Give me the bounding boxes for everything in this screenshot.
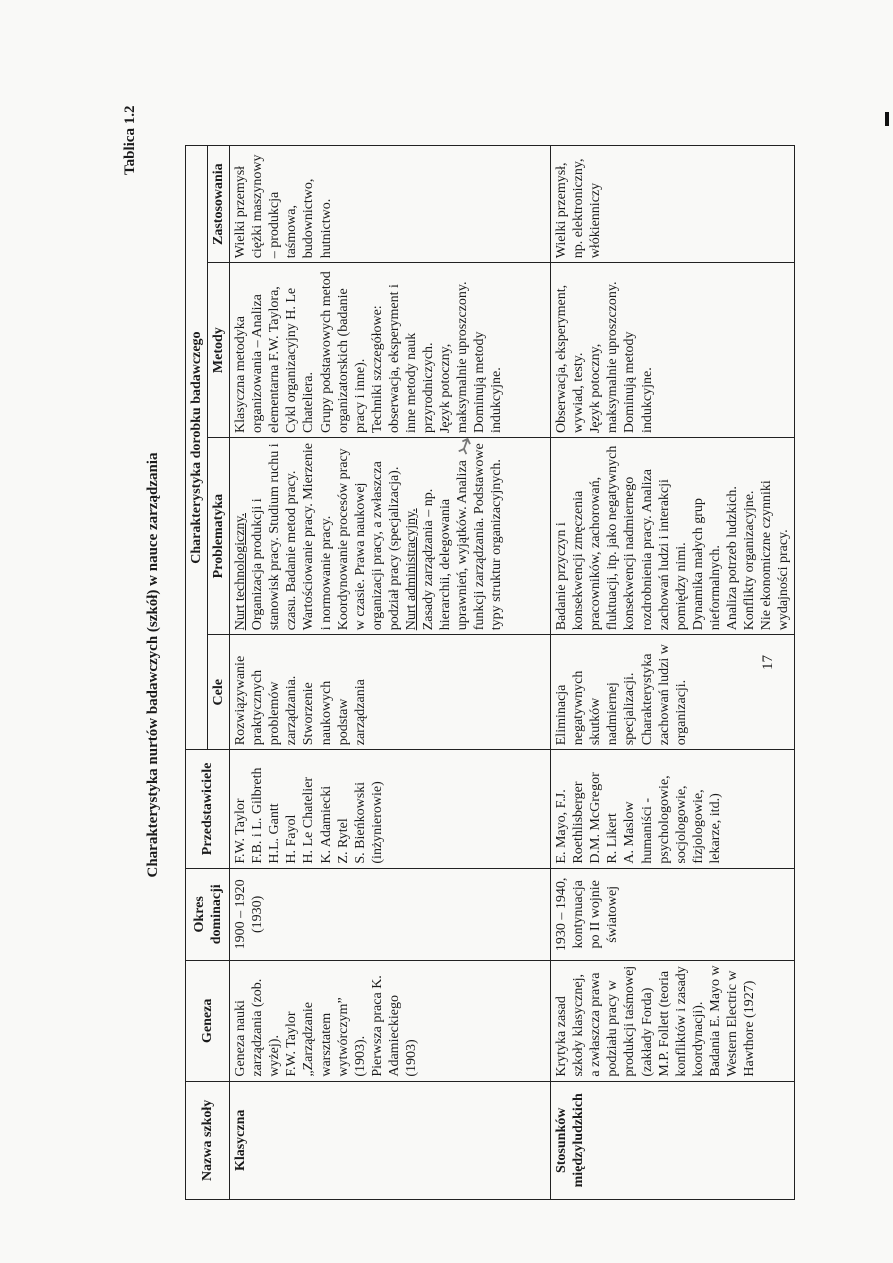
problems-administrative: Zasady zarządzania – np. hierarchii, delegowania uprawnień, wyjątków. Analiza funkcji zarządzania. Podstawowe typy struktur organizacyjnych.: [421, 443, 505, 631]
header-problems: Problematyka: [208, 438, 230, 635]
header-methods: Metody: [208, 263, 230, 438]
applications-cell: Wielki przemysł, np. elektroniczny, włókienniczy: [551, 146, 795, 263]
methods-cell: Obserwacja, eksperyment, wywiad, testy. Język potoczny, maksymalnie uproszczony. Dominują metody indukcyjne.: [551, 263, 795, 438]
representatives-cell: E. Mayo, F.J. Roethlisberger D.M. McGregor R. Likert A. Maslow humaniści - psychologowie, socjologowie, fizjologowie, lekarze, itd.): [551, 750, 795, 868]
problems-cell: Badanie przyczyn i konsekwencji zmęczenia pracowników, zachorowań, fluktuacji, itp. jako negatywnych konsekwencji nadmiernego rozdrobnienia pracy. Analiza zachowań ludzi i interakcji pomiędzy nimi. Dynamika małych grup nieformalnych. Analiza potrzeb ludzkich. Konflikty organizacyjne. Nie ekonomiczne czynniki wydajności pracy.: [551, 438, 795, 635]
pencil-mark-icon: ↣: [449, 432, 480, 459]
problems-heading-technological: Nurt technologiczny.: [233, 513, 249, 631]
header-research: Charakterystyka dorobku badawczego: [186, 146, 208, 750]
school-name: Klasyczna: [230, 1081, 551, 1199]
header-representatives: Przedstawiciele: [186, 750, 230, 868]
goals-cell: Rozwiązywanie praktycznych problemów zarządzania. Stworzenie naukowych podstaw zarządzania: [230, 635, 551, 750]
applications-cell: Wielki przemysł ciężki maszynowy – produkcja taśmowa, budownictwo, hutnictwo.: [230, 146, 551, 263]
table-title: Charakterystyka nurtów badawczych (szkół) w nauce zarządzania: [145, 452, 161, 878]
genesis-cell: Krytyka zasad szkoły klasycznej, a zwłaszcza prawa podziału pracy w produkcji taśmowej (zakłady Forda) M.P. Follett (teoria konfliktów i zasady koordynacji). Badania E. Mayo w Western Electric w Hawthore (1927): [551, 961, 795, 1082]
problems-heading-administrative: Nurt administracyjny.: [403, 508, 419, 631]
header-genesis: Geneza: [186, 961, 230, 1082]
table-number: Tablica 1.2: [122, 105, 138, 175]
schools-table: [185, 145, 795, 1200]
header-goals: Cele: [208, 635, 230, 750]
problems-technological: Organizacja produkcji i stanowisk pracy. Studium ruchu i czasu. Badanie metod pracy. Wartościowanie pracy. Mierzenie i normowanie pracy. Koordynowanie procesów pracy w czasie. Prawa naukowej organizacji pracy, a zwłaszcza podział pracy (specjalizacja).: [250, 443, 402, 631]
period-cell: 1930 – 1940, kontynuacja po II wojnie światowej: [551, 868, 795, 960]
scan-edge-mark: [885, 112, 889, 126]
header-school: Nazwa szkoły: [186, 1081, 230, 1199]
genesis-cell: Geneza nauki zarządzania (zob. wyżej). F.W. Taylor „Zarządzanie warsztatem wytwórczym” (1903). Pierwsza praca K. Adamieckiego (1903): [230, 961, 551, 1082]
goals-cell: Eliminacja negatywnych skutków nadmiernej specjalizacji. Charakterystyka zachowań ludzi w organizacji.: [551, 635, 795, 750]
table-row: [551, 146, 795, 1200]
methods-cell: Klasyczna metodyka organizowania – Analiza elementarna F.W. Taylora, Cykl organizacyjny H. Le Chateliera. Grupy podstawowych metod organizatorskich (badanie pracy i inne). Techniki szczegółowe: obserwacja, eksperyment i inne metody nauk przyrodniczych. Język potoczny, maksymalnie uproszczony. Dominują metody indukcyjne.: [230, 263, 551, 438]
period-cell: 1900 – 1920 (1930): [230, 868, 551, 960]
rotated-page: [110, 85, 810, 1245]
page-number: 17: [760, 655, 776, 670]
header-period: Okres dominacji: [186, 868, 230, 960]
header-applications: Zastosowania: [208, 146, 230, 263]
problems-cell: [230, 438, 551, 635]
school-name: Stosunków międzyludzkich: [551, 1081, 795, 1199]
header-row-top: [186, 146, 208, 1200]
representatives-cell: F.W. Taylor F.B. i L. Gilbreth H.L. Gantt H. Fayol H. Le Chatelier K. Adamiecki Z. Rytel S. Bieńkowski (inżynierowie): [230, 750, 551, 868]
table-row: [230, 146, 551, 1200]
